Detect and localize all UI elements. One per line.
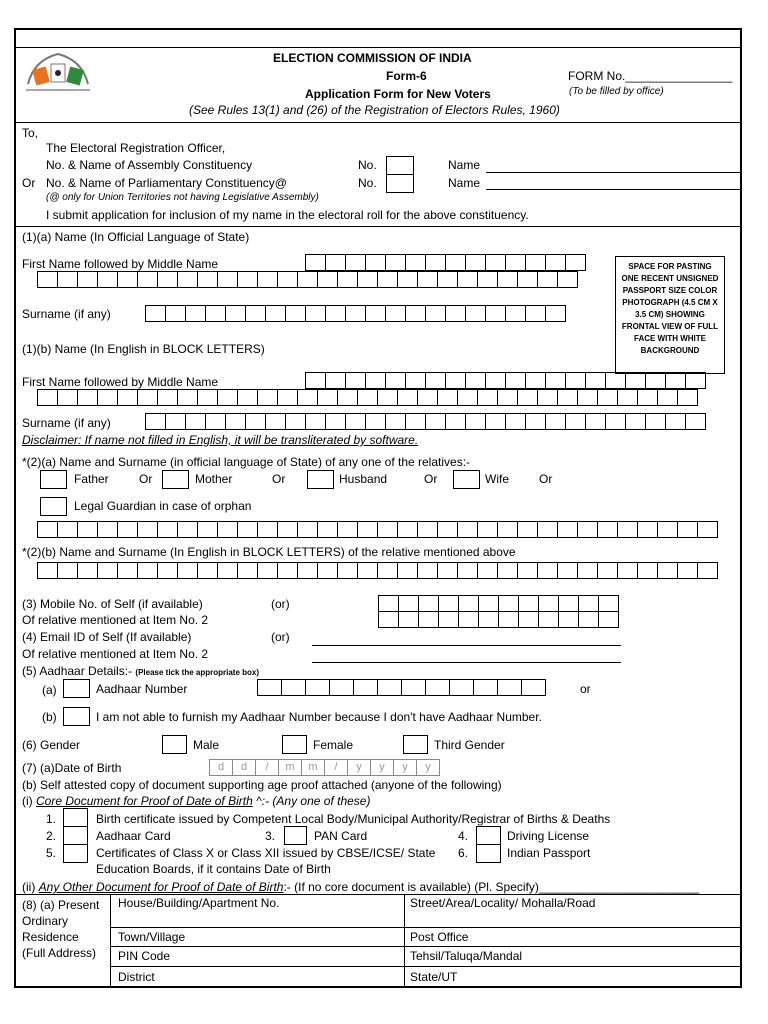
other-doc-title: Any Other Document for Proof of Date of Birth bbox=[38, 880, 284, 894]
or-label-2: Or bbox=[272, 472, 286, 486]
certificates-label: Certificates of Class X or Class XII issued by CBSE/ICSE/ State bbox=[96, 846, 436, 860]
proof-heading: (b) Self attested copy of document supporting age proof attached (anyone of the following) bbox=[22, 778, 502, 792]
dob-cell[interactable]: y bbox=[370, 759, 394, 776]
assembly-no-label: No. bbox=[358, 158, 377, 172]
driving-license-label: Driving License bbox=[507, 829, 590, 843]
dob-cell[interactable]: d bbox=[232, 759, 256, 776]
submit-statement: I submit application for inclusion of my name in the electoral roll for the above constituency. bbox=[46, 208, 529, 222]
office-note: (To be filled by office) bbox=[569, 86, 664, 97]
core-doc-title: Core Document for Proof of Date of Birth bbox=[36, 794, 253, 808]
mother-checkbox[interactable] bbox=[162, 470, 189, 489]
house-field[interactable]: House/Building/Apartment No. bbox=[118, 896, 280, 910]
aadhaar-number-checkbox[interactable] bbox=[63, 679, 90, 698]
assembly-no-box[interactable] bbox=[386, 156, 414, 175]
street-field[interactable]: Street/Area/Locality/ Mohalla/Road bbox=[410, 896, 596, 910]
father-checkbox[interactable] bbox=[40, 470, 67, 489]
form-number: Form-6 bbox=[386, 69, 427, 83]
other-doc-prefix: (ii) bbox=[22, 880, 36, 894]
female-label: Female bbox=[313, 738, 354, 752]
aadhaar-or-label: or bbox=[580, 682, 591, 696]
residence-label-2: Ordinary bbox=[22, 914, 69, 928]
district-field[interactable]: District bbox=[118, 970, 155, 984]
surname-official-label: Surname (if any) bbox=[22, 307, 111, 321]
core-doc-suffix: ^:- (Any one of these) bbox=[252, 794, 371, 808]
parliamentary-name-line[interactable] bbox=[486, 189, 742, 190]
mobile-relative-grid[interactable] bbox=[378, 611, 619, 628]
parliamentary-no-label: No. bbox=[358, 176, 377, 190]
female-checkbox[interactable] bbox=[282, 735, 307, 754]
other-doc-suffix: :- (If no core document is available) (Pl. Specify)________________________ bbox=[283, 880, 700, 894]
residence-label-4: (Full Address) bbox=[22, 946, 97, 960]
doc-num-5: 5. bbox=[46, 846, 57, 860]
or-label-3: Or bbox=[424, 472, 438, 486]
guardian-checkbox[interactable] bbox=[40, 497, 67, 516]
doc-num-4: 4. bbox=[458, 829, 469, 843]
other-doc-line bbox=[22, 880, 699, 894]
form-title: Application Form for New Voters bbox=[305, 87, 491, 101]
pan-card-label: PAN Card bbox=[314, 829, 368, 843]
mother-label: Mother bbox=[195, 472, 233, 486]
assembly-label: No. & Name of Assembly Constituency bbox=[46, 158, 253, 172]
first-name-official-grid-1[interactable] bbox=[305, 254, 586, 271]
certificates-label-2: Education Boards, if it contains Date of Birth bbox=[96, 862, 331, 876]
aadhaar-unable-label: I am not able to furnish my Aadhaar Number because I don't have Aadhaar Number. bbox=[96, 710, 542, 724]
aadhaar-unable-checkbox[interactable] bbox=[63, 707, 90, 726]
first-name-english-grid-2[interactable] bbox=[37, 389, 698, 406]
disclaimer: Disclaimer: If name not filled in English, it will be transliterated by software. bbox=[22, 433, 419, 447]
first-name-official-label: First Name followed by Middle Name bbox=[22, 257, 219, 271]
or-label-1: Or bbox=[139, 472, 153, 486]
third-gender-label: Third Gender bbox=[434, 738, 505, 752]
mobile-label: (3) Mobile No. of Self (if available) bbox=[22, 597, 203, 611]
residence-label-3: Residence bbox=[22, 930, 79, 944]
eci-logo-icon bbox=[20, 46, 96, 96]
tehsil-field[interactable]: Tehsil/Taluqa/Mandal bbox=[410, 949, 523, 963]
first-name-english-label: First Name followed by Middle Name bbox=[22, 375, 219, 389]
male-label: Male bbox=[193, 738, 220, 752]
doc-num-2: 2. bbox=[46, 829, 57, 843]
wife-checkbox[interactable] bbox=[453, 470, 480, 489]
email-relative-label: Of relative mentioned at Item No. 2 bbox=[22, 647, 209, 661]
town-field[interactable]: Town/Village bbox=[118, 930, 186, 944]
residence-label-1: (8) (a) Present bbox=[22, 898, 100, 912]
mobile-or-label: (or) bbox=[271, 597, 290, 611]
residence-label bbox=[22, 897, 99, 961]
pin-code-field[interactable]: PIN Code bbox=[118, 949, 171, 963]
doc-num-3: 3. bbox=[265, 829, 276, 843]
aadhaar-heading-text: (5) Aadhaar Details:- bbox=[22, 664, 133, 678]
or-label-4: Or bbox=[539, 472, 553, 486]
dob-cell[interactable]: y bbox=[347, 759, 371, 776]
first-name-official-grid-2[interactable] bbox=[37, 271, 578, 288]
birth-cert-checkbox[interactable] bbox=[63, 808, 88, 827]
aadhaar-card-label: Aadhaar Card bbox=[96, 829, 171, 843]
form-no-label: FORM No.________________ bbox=[568, 69, 733, 83]
wife-label: Wife bbox=[485, 472, 509, 486]
first-name-english-grid-1[interactable] bbox=[305, 372, 706, 389]
photo-space: SPACE FOR PASTING ONE RECENT UNSIGNED PASSPORT SIZE COLOR PHOTOGRAPH (4.5 CM X 3.5 CM) SHOWING FRONTAL VIEW OF FULL FACE WITH WHITE BACKGROUND bbox=[615, 256, 725, 374]
email-relative-line[interactable] bbox=[312, 662, 621, 663]
third-gender-checkbox[interactable] bbox=[403, 735, 428, 754]
rules-note: (See Rules 13(1) and (26) of the Registration of Electors Rules, 1960) bbox=[189, 103, 560, 117]
or-label: Or bbox=[22, 176, 36, 190]
aadhaar-tick-note: (Please tick the appropriate box) bbox=[135, 668, 259, 677]
relative-official-grid[interactable] bbox=[37, 521, 718, 538]
dob-cell[interactable]: y bbox=[416, 759, 440, 776]
email-or-label: (or) bbox=[271, 630, 290, 644]
aadhaar-number-label: Aadhaar Number bbox=[96, 682, 188, 696]
dob-heading: (7) (a)Date of Birth bbox=[22, 761, 122, 775]
aadhaar-number-grid[interactable] bbox=[257, 679, 549, 696]
mobile-self-grid[interactable] bbox=[378, 595, 619, 612]
dob-cell[interactable]: m bbox=[301, 759, 325, 776]
state-field[interactable]: State/UT bbox=[410, 970, 458, 984]
assembly-name-label: Name bbox=[448, 158, 481, 172]
post-office-field[interactable]: Post Office bbox=[410, 930, 469, 944]
husband-checkbox[interactable] bbox=[307, 470, 334, 489]
birth-cert-label: Birth certificate issued by Competent Local Body/Municipal Authority/Registrar of Births & Deaths bbox=[96, 812, 611, 826]
dob-grid[interactable] bbox=[210, 759, 440, 776]
dob-cell[interactable]: y bbox=[393, 759, 417, 776]
email-label: (4) Email ID of Self (If available) bbox=[22, 630, 192, 644]
core-doc-heading bbox=[22, 794, 370, 808]
dob-cell: / bbox=[255, 759, 279, 776]
aadhaar-a-label: (a) bbox=[42, 683, 57, 697]
core-doc-prefix: (i) bbox=[22, 794, 33, 808]
parliamentary-no-box[interactable] bbox=[386, 174, 414, 193]
male-checkbox[interactable] bbox=[162, 735, 187, 754]
dob-cell[interactable]: d bbox=[209, 759, 233, 776]
parliamentary-label: No. & Name of Parliamentary Constituency@ bbox=[46, 176, 287, 190]
officer-label: The Electoral Registration Officer, bbox=[46, 141, 226, 155]
father-label: Father bbox=[74, 472, 109, 486]
passport-label: Indian Passport bbox=[507, 846, 591, 860]
surname-official-grid[interactable] bbox=[145, 305, 566, 322]
dob-cell: / bbox=[324, 759, 348, 776]
doc-num-6: 6. bbox=[458, 846, 469, 860]
driving-license-checkbox[interactable] bbox=[476, 826, 501, 845]
certificates-checkbox[interactable] bbox=[63, 844, 88, 863]
ut-note: (@ only for Union Territories not having Legislative Assembly) bbox=[46, 192, 319, 203]
aadhaar-b-label: (b) bbox=[42, 710, 57, 724]
doc-num-1: 1. bbox=[46, 812, 57, 826]
pan-card-checkbox[interactable] bbox=[284, 826, 307, 845]
gender-heading: (6) Gender bbox=[22, 738, 81, 752]
surname-english-grid[interactable] bbox=[145, 413, 706, 430]
to-label: To, bbox=[22, 126, 39, 140]
surname-english-label: Surname (if any) bbox=[22, 416, 111, 430]
passport-checkbox[interactable] bbox=[476, 844, 501, 863]
husband-label: Husband bbox=[339, 472, 388, 486]
assembly-name-line[interactable] bbox=[486, 172, 742, 173]
english-name-heading: (1)(b) Name (In English in BLOCK LETTERS) bbox=[22, 342, 265, 356]
org-name: ELECTION COMMISSION OF INDIA bbox=[273, 51, 472, 65]
dob-cell[interactable]: m bbox=[278, 759, 302, 776]
parliamentary-name-label: Name bbox=[448, 176, 481, 190]
relative-english-heading: *(2)(b) Name and Surname (In English in BLOCK LETTERS) of the relative mentioned above bbox=[22, 545, 516, 559]
email-self-line[interactable] bbox=[312, 645, 621, 646]
relative-english-grid[interactable] bbox=[37, 562, 718, 579]
mobile-relative-label: Of relative mentioned at Item No. 2 bbox=[22, 613, 209, 627]
guardian-label: Legal Guardian in case of orphan bbox=[74, 499, 252, 513]
aadhaar-heading bbox=[22, 664, 259, 678]
aadhaar-card-checkbox[interactable] bbox=[63, 826, 88, 845]
relative-heading: *(2)(a) Name and Surname (in official language of State) of any one of the relatives:- bbox=[22, 455, 471, 469]
official-name-heading: (1)(a) Name (In Official Language of State) bbox=[22, 230, 250, 244]
